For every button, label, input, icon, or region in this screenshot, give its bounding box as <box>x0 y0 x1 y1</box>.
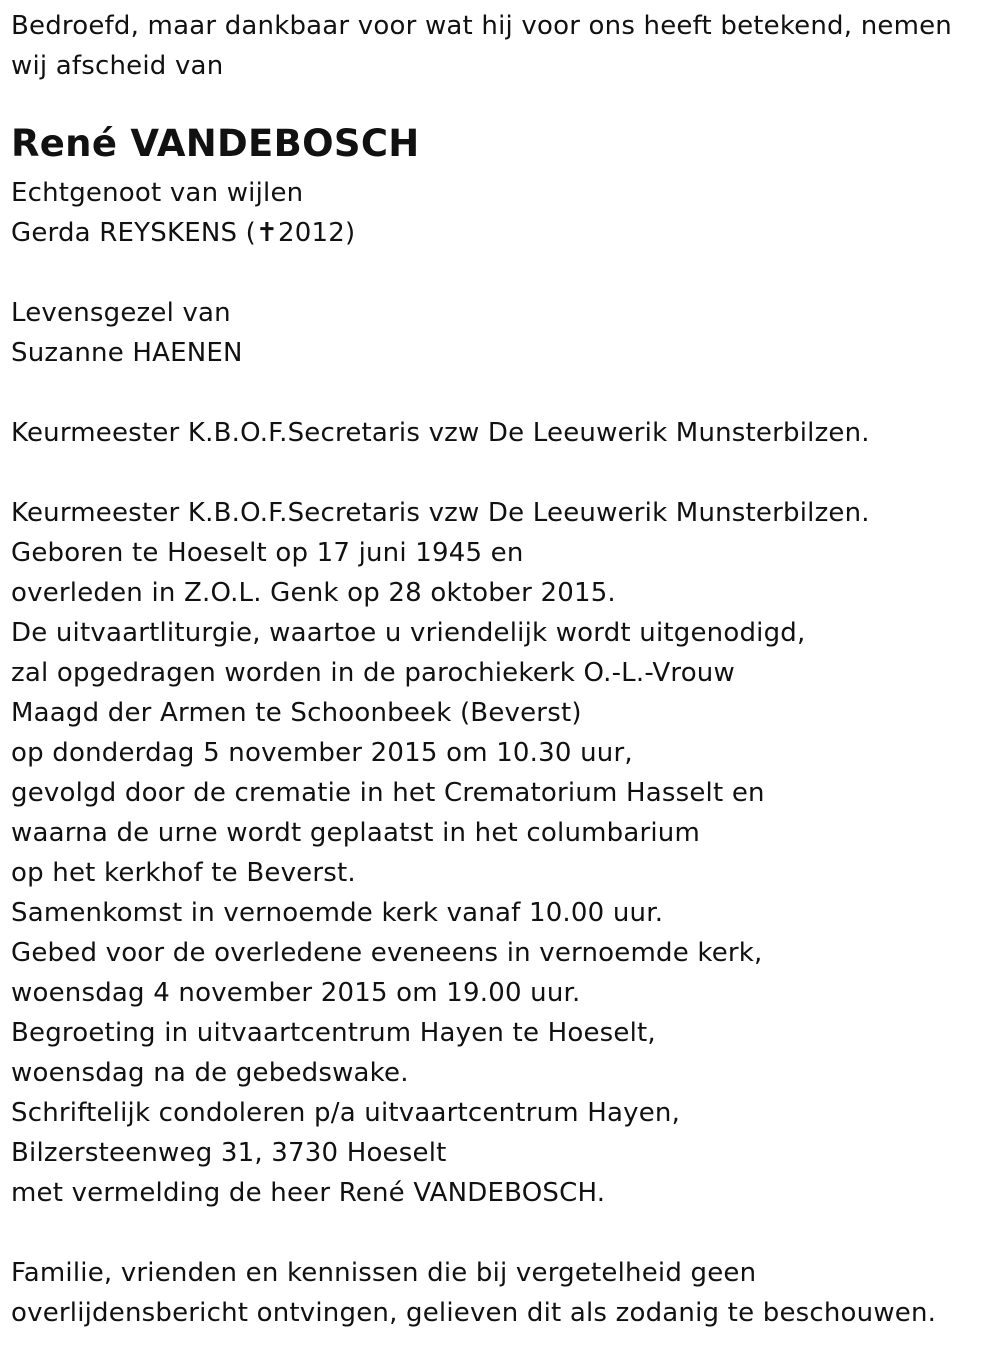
detail-line: Gebed voor de overledene eveneens in vernoemde kerk, <box>11 938 763 968</box>
detail-line: woensdag na de gebedswake. <box>11 1058 409 1088</box>
spacer <box>11 453 991 493</box>
detail-line: zal opgedragen worden in de parochiekerk O.-L.-Vrouw <box>11 658 735 688</box>
detail-line: Samenkomst in vernoemde kerk vanaf 10.00 uur. <box>11 898 664 928</box>
detail-line: Geboren te Hoeselt op 17 juni 1945 en <box>11 538 524 568</box>
partner-line: Levensgezel van <box>11 298 231 328</box>
spouse-line: Echtgenoot van wijlen <box>11 178 304 208</box>
detail-line: gevolgd door de crematie in het Crematorium Hasselt en <box>11 778 765 808</box>
detail-line: woensdag 4 november 2015 om 19.00 uur. <box>11 978 581 1008</box>
spouse-paragraph <box>11 173 991 253</box>
detail-line: Begroeting in uitvaartcentrum Hayen te Hoeselt, <box>11 1018 656 1048</box>
detail-line: op het kerkhof te Beverst. <box>11 858 356 888</box>
intro-paragraph <box>11 6 991 86</box>
spacer <box>11 253 991 293</box>
detail-line: op donderdag 5 november 2015 om 10.30 uur, <box>11 738 633 768</box>
details-paragraph <box>11 493 991 1213</box>
detail-line: waarna de urne wordt geplaatst in het columbarium <box>11 818 700 848</box>
detail-line: met vermelding de heer René VANDEBOSCH. <box>11 1178 606 1208</box>
intro-line: wij afscheid van <box>11 51 224 81</box>
closing-paragraph <box>11 1253 991 1333</box>
title-line: Keurmeester K.B.O.F.Secretaris vzw De Leeuwerik Munsterbilzen. <box>11 418 870 448</box>
spacer <box>11 373 991 413</box>
closing-line: overlijdensbericht ontvingen, gelieven dit als zodanig te beschouwen. <box>11 1298 937 1328</box>
deceased-name: René VANDEBOSCH <box>11 122 420 165</box>
closing-line: Familie, vrienden en kennissen die bij vergetelheid geen <box>11 1258 757 1288</box>
spouse-line: Gerda REYSKENS (✝2012) <box>11 218 356 248</box>
detail-line: overleden in Z.O.L. Genk op 28 oktober 2015. <box>11 578 616 608</box>
partner-paragraph <box>11 293 991 373</box>
detail-line: Maagd der Armen te Schoonbeek (Beverst) <box>11 698 582 728</box>
detail-line: Schriftelijk condoleren p/a uitvaartcentrum Hayen, <box>11 1098 681 1128</box>
intro-line: Bedroefd, maar dankbaar voor wat hij voor ons heeft betekend, nemen <box>11 11 952 41</box>
detail-line: De uitvaartliturgie, waartoe u vriendelijk wordt uitgenodigd, <box>11 618 806 648</box>
partner-line: Suzanne HAENEN <box>11 338 243 368</box>
detail-line: Keurmeester K.B.O.F.Secretaris vzw De Leeuwerik Munsterbilzen. <box>11 498 870 528</box>
obituary-notice <box>11 6 991 1333</box>
spacer <box>11 1213 991 1253</box>
detail-line: Bilzersteenweg 31, 3730 Hoeselt <box>11 1138 447 1168</box>
